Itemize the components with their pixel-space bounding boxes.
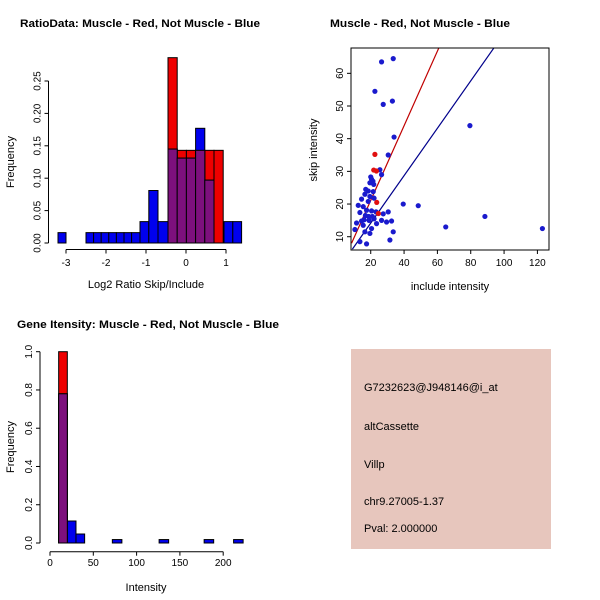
data-point [379, 172, 384, 177]
histogram-bar [159, 540, 169, 543]
data-point [391, 56, 396, 61]
y-tick-label: 0.05 [32, 200, 44, 221]
x-tick-label: 20 [365, 258, 377, 269]
data-point [386, 209, 391, 214]
y-tick-label: 0.10 [32, 168, 44, 188]
data-point [354, 220, 359, 225]
x-axis-label: include intensity [410, 281, 490, 293]
histogram-bar [158, 222, 168, 243]
x-tick-label: 200 [214, 558, 232, 569]
histogram-bar [149, 191, 158, 243]
data-point [374, 221, 379, 226]
histogram-overlap-bar [205, 180, 214, 243]
histogram-bars [58, 58, 242, 243]
histogram-overlap-bar [196, 150, 205, 243]
panel-info-box [300, 300, 600, 600]
data-point [482, 214, 487, 219]
x-tick-label: -1 [141, 258, 151, 269]
data-point [362, 229, 367, 234]
locus-text: chr9.27005-1.37 [364, 496, 445, 508]
data-point [386, 152, 391, 157]
x-tick-label: 0 [183, 258, 189, 269]
x-tick-label: 40 [398, 258, 410, 269]
data-point [467, 123, 472, 128]
data-point [391, 134, 396, 139]
gene-intensity-chart [0, 300, 300, 600]
histogram-bar [76, 534, 85, 543]
histogram-overlap-bar [177, 158, 186, 243]
data-point [416, 203, 421, 208]
histogram-overlap-bar [59, 394, 68, 543]
data-point [384, 219, 389, 224]
data-point [361, 223, 366, 228]
data-point [369, 208, 374, 213]
y-tick-label: 0.20 [32, 103, 44, 124]
info-box [300, 300, 600, 600]
data-point [367, 231, 372, 236]
data-point [359, 197, 364, 202]
data-point [369, 226, 374, 231]
data-point [379, 218, 384, 223]
data-point [381, 102, 386, 107]
info-background [351, 349, 551, 549]
probe-id-text: G7232623@J948146@i_at [364, 382, 498, 394]
data-point [366, 199, 371, 204]
data-point [366, 218, 371, 223]
histogram-bars [59, 352, 243, 543]
x-tick-label: -2 [101, 258, 111, 269]
y-tick-label: 60 [335, 67, 346, 79]
chart-title: RatioData: Muscle - Red, Not Muscle - Blue [20, 18, 260, 30]
histogram-overlap-bar [186, 158, 195, 243]
scatter-chart [300, 0, 600, 300]
histogram-bar [94, 233, 102, 243]
histogram-bar [109, 233, 117, 243]
data-point [362, 192, 367, 197]
data-point [371, 182, 376, 187]
chart-title: Muscle - Red, Not Muscle - Blue [330, 18, 510, 30]
y-tick-label: 20 [335, 198, 346, 210]
panel-ratio-histogram [0, 0, 300, 300]
y-tick-label: 0.25 [32, 71, 44, 91]
data-point [371, 189, 376, 194]
histogram-overlap-bar [168, 149, 177, 243]
y-tick-label: 0.2 [24, 497, 35, 512]
histogram-bar [86, 233, 94, 243]
y-tick-label: 10 [335, 231, 346, 243]
y-axis-label: Frequency [5, 421, 17, 473]
y-tick-label: 0.4 [24, 459, 35, 474]
histogram-bar [233, 222, 242, 243]
data-point [364, 241, 369, 246]
y-tick-label: 40 [335, 133, 346, 145]
x-tick-label: 100 [128, 558, 145, 569]
data-point [374, 200, 379, 205]
x-tick-label: 80 [465, 258, 477, 269]
y-tick-label: 0.0 [24, 536, 35, 550]
x-tick-label: 1 [223, 258, 229, 269]
data-point [357, 210, 362, 215]
histogram-bar [124, 233, 132, 243]
x-tick-label: 0 [47, 558, 53, 569]
x-tick-label: 150 [171, 558, 189, 569]
y-tick-label: 0.15 [32, 136, 44, 156]
data-point [371, 216, 376, 221]
histogram-bar [67, 521, 76, 543]
y-tick-label: 1.0 [24, 344, 35, 359]
data-point [364, 208, 369, 213]
y-tick-label: 0.8 [24, 383, 35, 397]
data-point [381, 211, 386, 216]
y-axis-label: skip intensity [308, 118, 320, 182]
data-point [390, 98, 395, 103]
data-point [443, 224, 448, 229]
histogram-bar [58, 233, 66, 243]
data-point [372, 152, 377, 157]
data-point [401, 201, 406, 206]
y-axis-label: Frequency [5, 136, 17, 188]
y-tick-label: 50 [335, 100, 346, 112]
data-point [372, 89, 377, 94]
histogram-bar [234, 540, 244, 543]
chart-title: Gene Itensity: Muscle - Red, Not Muscle - Blue [17, 319, 279, 331]
data-point [540, 226, 545, 231]
histogram-bar [116, 233, 124, 243]
histogram-bar [101, 233, 109, 243]
x-axis-label: Intensity [125, 582, 167, 594]
data-point [356, 203, 361, 208]
x-tick-label: 60 [431, 258, 443, 269]
data-point [387, 237, 392, 242]
data-point [357, 239, 362, 244]
data-point [391, 229, 396, 234]
x-tick-label: -3 [61, 258, 71, 269]
data-point [376, 211, 381, 216]
data-point [374, 168, 379, 173]
y-tick-label: 0.00 [32, 233, 44, 253]
pval-text: Pval: 2.000000 [364, 523, 438, 535]
panel-gene-intensity-histogram [0, 300, 300, 600]
data-point [379, 59, 384, 64]
data-point [389, 218, 394, 223]
histogram-bar [112, 540, 122, 543]
y-tick-label: 30 [335, 165, 346, 177]
histogram-axes [24, 344, 232, 569]
panel-scatter [300, 0, 600, 300]
x-tick-label: 50 [87, 558, 99, 569]
x-axis-label: Log2 Ratio Skip/Include [87, 279, 205, 291]
histogram-bar [132, 233, 140, 243]
data-point [352, 227, 357, 232]
histogram-bar [204, 540, 214, 543]
gene-name-text: Villp [364, 459, 385, 471]
x-tick-label: 120 [529, 258, 546, 269]
scatter-content [335, 48, 549, 269]
histogram-bar [224, 222, 233, 243]
x-tick-label: 100 [495, 258, 513, 269]
histogram-bar [214, 150, 223, 243]
ratio-histogram-chart [0, 0, 300, 300]
y-tick-label: 0.6 [24, 421, 35, 436]
splice-type-text: altCassette [364, 421, 420, 433]
histogram-bar [140, 222, 149, 243]
